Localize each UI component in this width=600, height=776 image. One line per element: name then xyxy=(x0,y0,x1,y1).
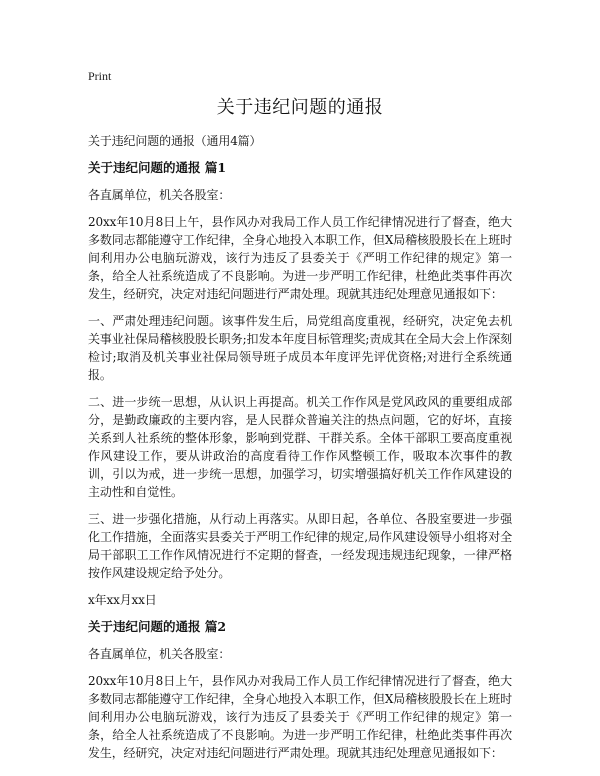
print-link[interactable]: Print xyxy=(88,69,112,83)
section-1-paragraph-3: 二、进一步统一思想，从认识上再提高。机关工作作风是党风政风的重要组成部分，是勤政廉政的主要内容，是人民群众普遍关注的热点问题，它的好坏，直接关系到人社系统的整体形象，影响到党群、干群关系。全体干部职工要高度重视作风建设工作，要从讲政治的高度看待工作作风整顿工作，吸取本次事件的教训，引以为戒，进一步统一思想，加强学习，切实增强搞好机关工作作风建设的主动性和自觉性。 xyxy=(88,395,512,499)
section-2-paragraph-1: 20xx年10月8日上午，县作风办对我局工作人员工作纪律情况进行了督查，绝大多数同志都能遵守工作纪律，全身心地投入本职工作，但X局稽核股股长在上班时间利用办公电脑玩游戏，该行为违反了县委关于《严明工作纪律的规定》第一条，给全人社系统造成了不良影响。为进一步严明工作纪律，杜绝此类事件再次发生，经研究，决定对违纪问题进行严肃处理。现就其违纪处理意见通报如下： xyxy=(88,674,512,760)
document-title: 关于违纪问题的通报 xyxy=(216,97,384,118)
section-1-paragraph-4: 三、进一步强化措施，从行动上再落实。从即日起，各单位、各股室要进一步强化工作措施，全面落实县委关于严明工作纪律的规定,局作风建设领导小组将对全局干部职工工作作风情况进行不定期的督查，一经发现违规违纪现象，一律严格按作风建设规定给予处分。 xyxy=(88,512,512,580)
section-1-paragraph-1: 20xx年10月8日上午，县作风办对我局工作人员工作纪律情况进行了督查，绝大多数同志都能遵守工作纪律，全身心地投入本职工作，但X局稽核股股长在上班时间利用办公电脑玩游戏，该行为违反了县委关于《严明工作纪律的规定》第一条，给全人社系统造成了不良影响。为进一步严明工作纪律，杜绝此类事件再次发生，经研究，决定对违纪问题进行严肃处理。现就其违纪处理意见通报如下： xyxy=(88,215,512,301)
section-1-date: x年xx月xx日 xyxy=(88,593,157,607)
section-1-salutation: 各直属单位，机关各股室： xyxy=(88,188,231,202)
document-page xyxy=(88,68,512,771)
section-1-paragraph-2: 一、严肃处理违纪问题。该事件发生后，局党组高度重视，经研究，决定免去机关事业社保局稽核股股长职务;扣发本年度目标管理奖;责成其在全局大会上作深刻检讨;取消及机关事业社保局领导班子成员本年度评先评优资格;对进行全系统通报。 xyxy=(88,314,512,382)
section-2-heading: 关于违纪问题的通报 篇2 xyxy=(88,619,227,634)
section-1-heading: 关于违纪问题的通报 篇1 xyxy=(88,160,227,175)
section-2-salutation: 各直属单位，机关各股室： xyxy=(88,647,231,661)
document-subtitle: 关于违纪问题的通报（通用4篇） xyxy=(88,134,262,148)
